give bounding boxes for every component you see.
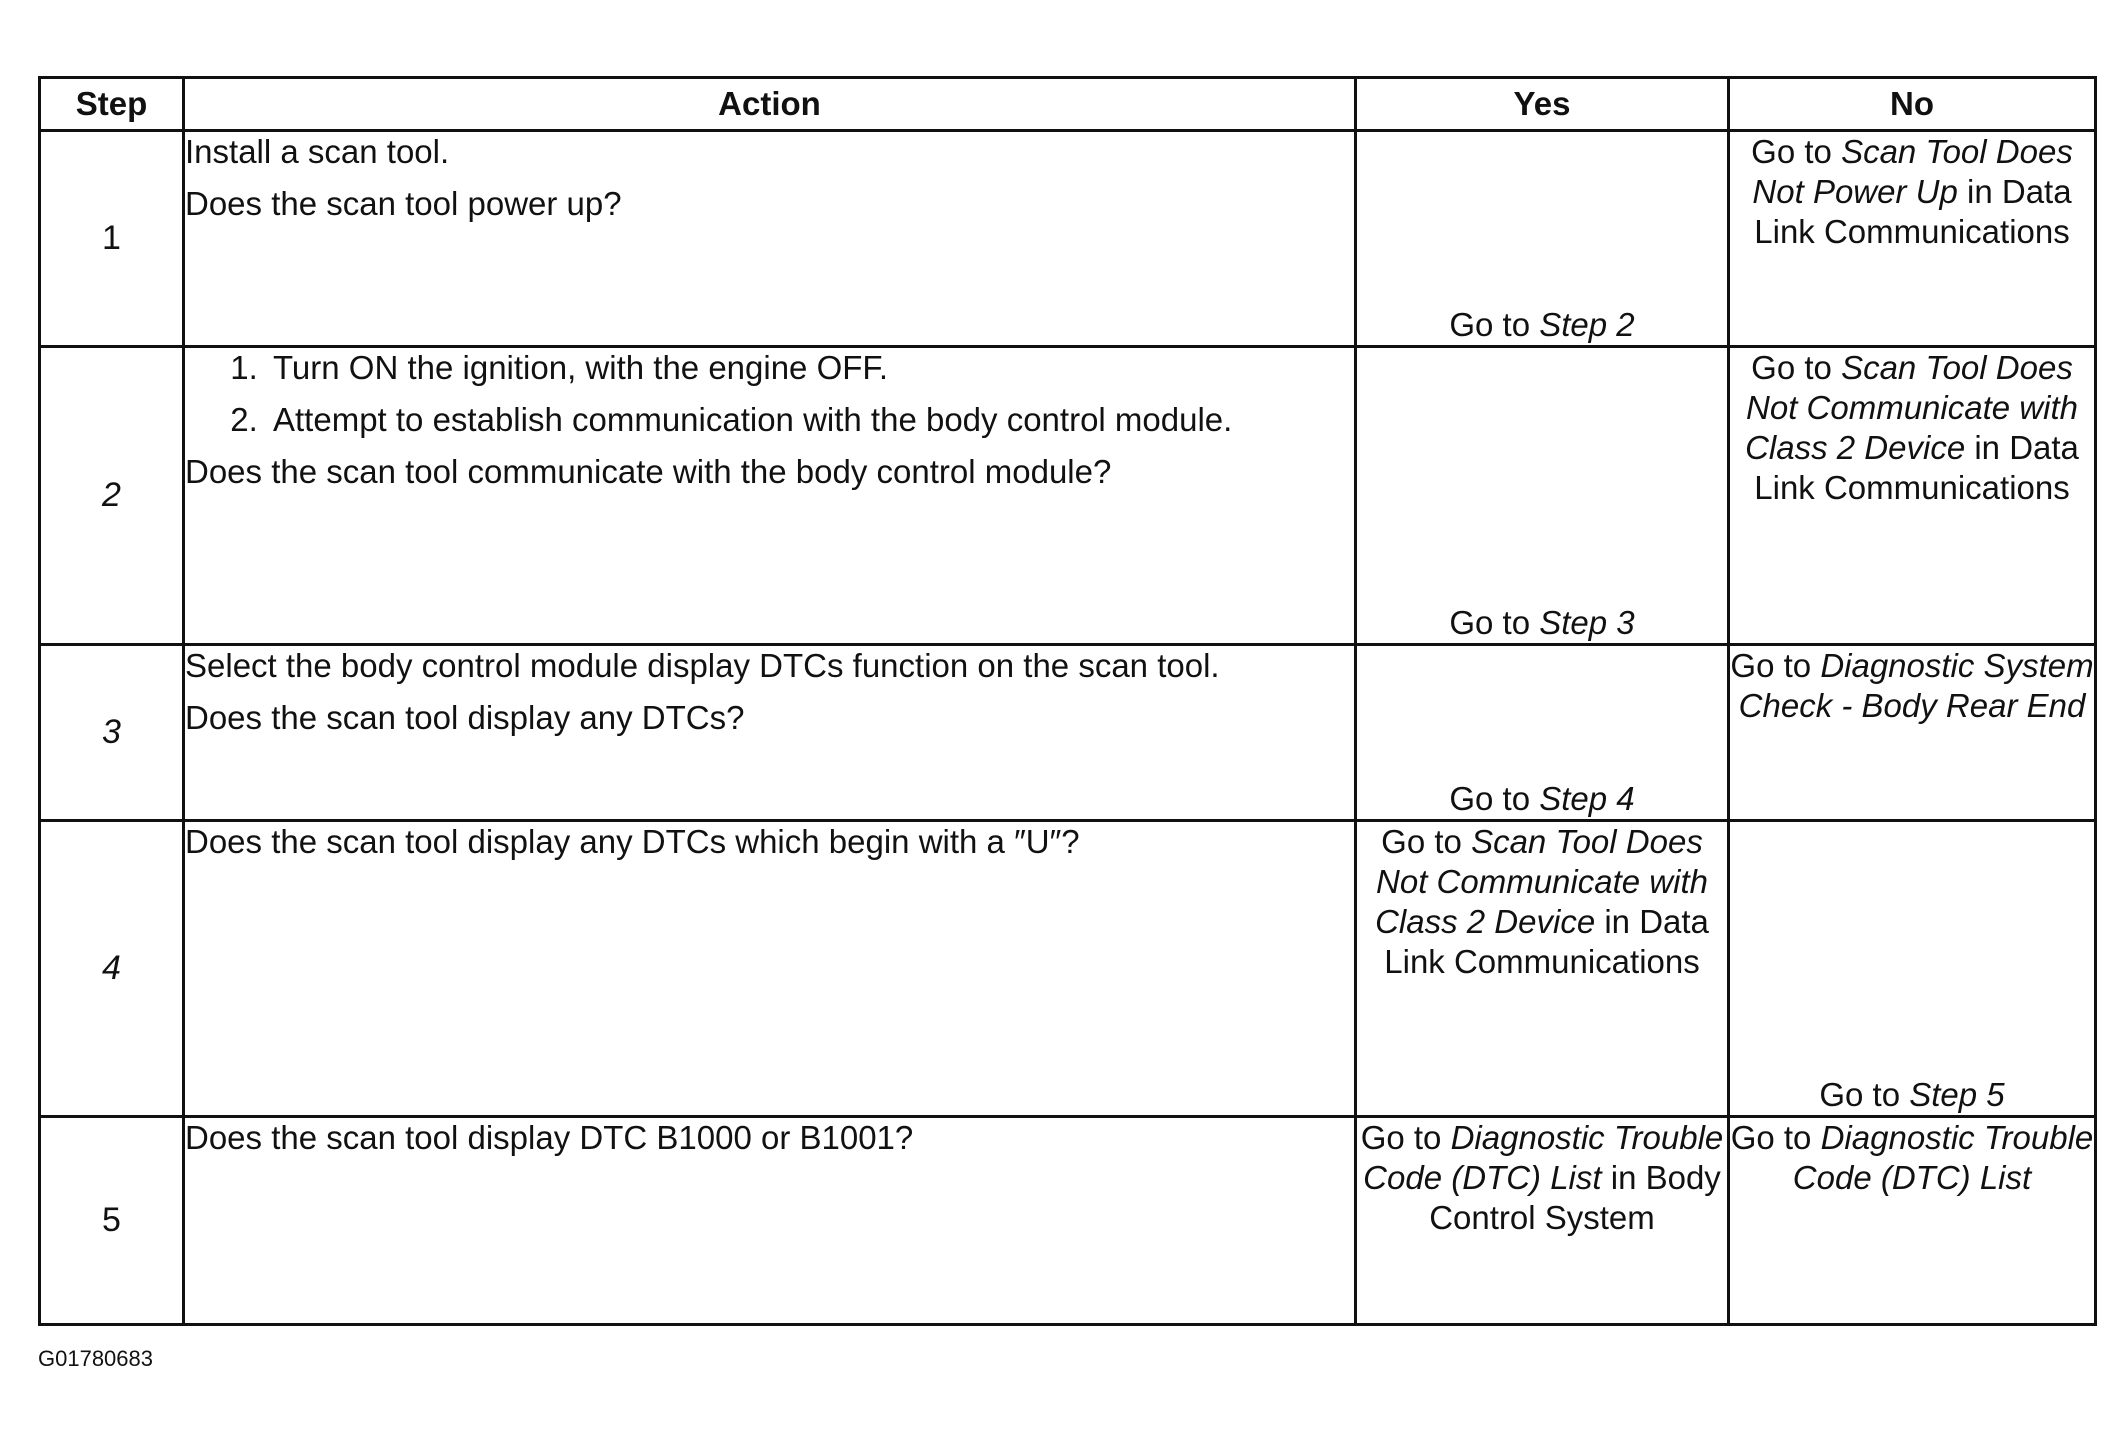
yes-prefix: Go to [1449,780,1540,817]
no-suffix: in Data Link Communications [1754,173,2072,250]
action-steps-list [185,348,1354,440]
header-action: Action [184,78,1356,131]
no-cell [1729,821,2096,1117]
table-header-row [40,78,2096,131]
no-link[interactable]: Step 5 [1909,1076,2005,1113]
yes-cell [1356,1117,1729,1325]
list-item: 1. Turn ON the ignition, with the engine OFF. [267,348,1354,388]
yes-prefix: Go to [1360,1119,1451,1156]
no-cell [1729,131,2096,347]
table-row [40,1117,2096,1325]
no-prefix: Go to [1751,133,1842,170]
step-number: 3 [40,645,184,821]
action-cell [184,821,1356,1117]
action-cell [184,347,1356,645]
yes-suffix: in Data Link Communications [1384,903,1709,980]
table-row [40,821,2096,1117]
table-row [40,131,2096,347]
header-yes: Yes [1356,78,1729,131]
yes-cell [1356,347,1729,645]
figure-code: G01780683 [38,1346,153,1371]
list-item: 2. Attempt to establish communication with the body control module. [267,400,1354,440]
yes-suffix: in Body Control System [1429,1159,1721,1236]
table-row [40,347,2096,645]
action-question: Does the scan tool display any DTCs? [185,699,745,736]
step-number: 1 [40,131,184,347]
step-number: 2 [40,347,184,645]
yes-prefix: Go to [1381,823,1472,860]
action-question: Does the scan tool communicate with the body control module? [185,453,1112,490]
action-question: Does the scan tool power up? [185,185,622,222]
yes-link[interactable]: Step 4 [1539,780,1635,817]
diagnostic-table [38,76,2097,1326]
step-number: 4 [40,821,184,1117]
no-link[interactable]: Scan Tool Does Not Communicate with Class 2 Device [1745,349,2078,466]
no-prefix: Go to [1751,349,1842,386]
no-cell [1729,1117,2096,1325]
action-cell [184,1117,1356,1325]
yes-prefix: Go to [1449,306,1540,343]
step-number: 5 [40,1117,184,1325]
action-question: Does the scan tool display any DTCs which begin with a ″U″? [185,823,1080,860]
yes-cell [1356,131,1729,347]
no-suffix: in Data Link Communications [1754,429,2079,506]
action-text: Select the body control module display DTCs function on the scan tool. [185,647,1220,684]
no-prefix: Go to [1819,1076,1910,1113]
yes-cell [1356,821,1729,1117]
header-no: No [1729,78,2096,131]
yes-link[interactable]: Scan Tool Does Not Communicate with Class 2 Device [1375,823,1708,940]
action-text: Install a scan tool. [185,133,450,170]
action-cell [184,645,1356,821]
yes-cell [1356,645,1729,821]
no-prefix: Go to [1730,1119,1821,1156]
action-cell [184,131,1356,347]
yes-link[interactable]: Step 3 [1539,604,1635,641]
table-row [40,645,2096,821]
header-step: Step [40,78,184,131]
action-question: Does the scan tool display DTC B1000 or B1001? [185,1119,914,1156]
no-link[interactable]: Diagnostic Trouble Code (DTC) List [1792,1119,2094,1196]
yes-link[interactable]: Step 2 [1539,306,1635,343]
yes-link[interactable]: Diagnostic Trouble Code (DTC) List [1363,1119,1724,1196]
no-link[interactable]: Diagnostic System Check - Body Rear End [1738,647,2094,724]
no-cell [1729,347,2096,645]
yes-prefix: Go to [1449,604,1540,641]
no-link[interactable]: Scan Tool Does Not Power Up [1752,133,2073,210]
no-prefix: Go to [1730,647,1821,684]
no-cell [1729,645,2096,821]
